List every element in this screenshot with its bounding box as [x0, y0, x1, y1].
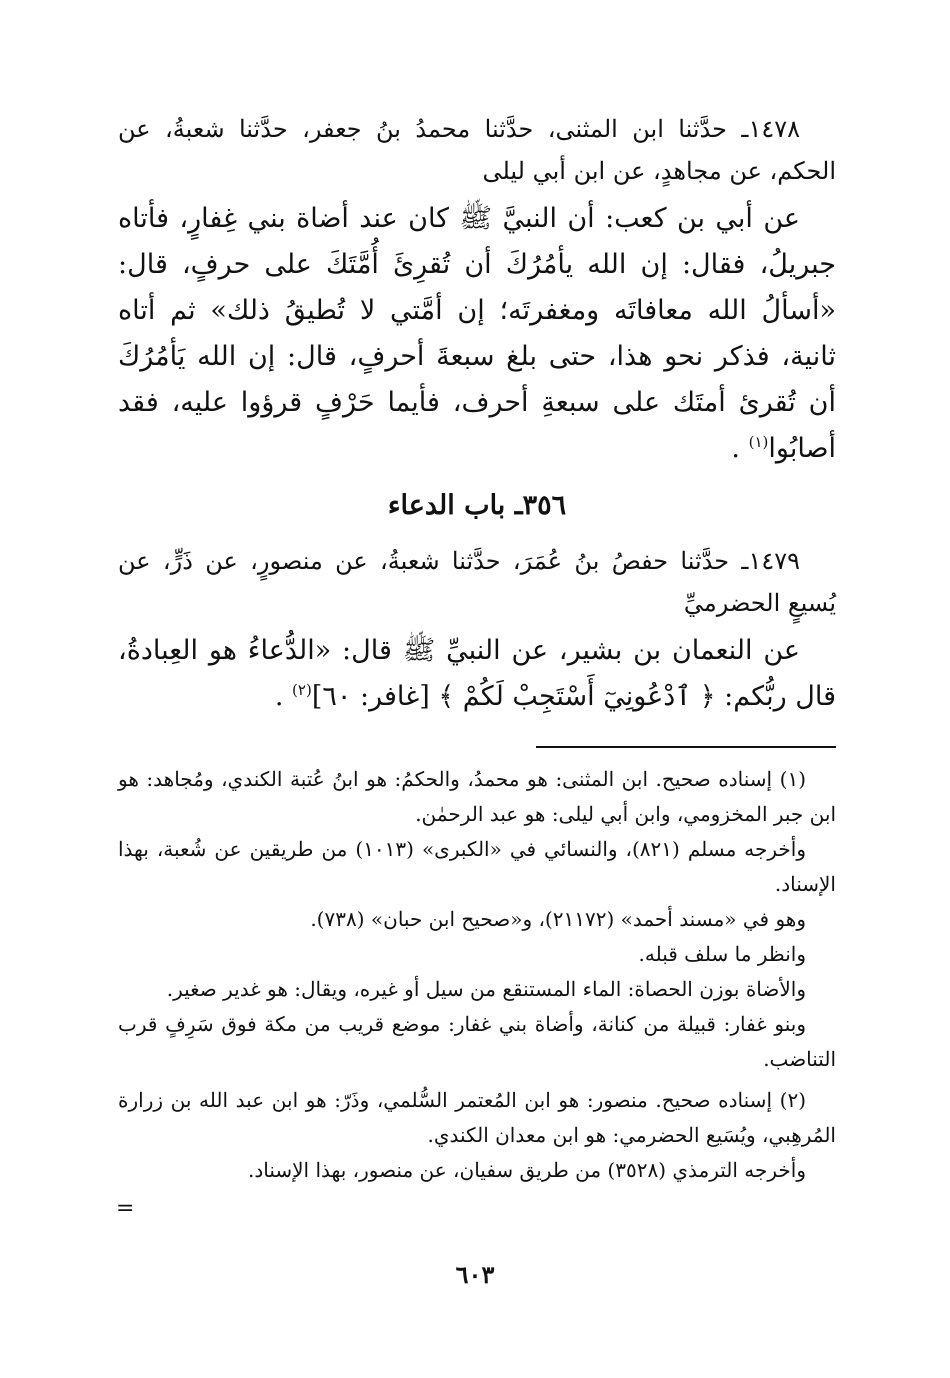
chapter-heading: ٣٥٦ـ باب الدعاء	[387, 490, 567, 521]
footnote-paragraph: وهو في «مسند أحمد» (٢١١٧٢)، و«صحيح ابن حبان» (٧٣٨).	[310, 907, 806, 931]
footnote-paragraph: وانظر ما سلف قبله.	[638, 942, 806, 966]
page-body	[118, 108, 836, 1188]
footnote-paragraph: وأخرجه مسلم (٨٢١)، والنسائي في «الكبرى» (١٠١٣) من طريقين عن شُعبة، بهذا الإسناد.	[118, 837, 836, 896]
footnote-ref-1: (١)	[748, 433, 769, 451]
footnote-separator	[536, 746, 836, 748]
page-number: ٦٠٣	[455, 1260, 495, 1289]
footnote-paragraph: وأخرجه الترمذي (٣٥٢٨) من طريق سفيان، عن منصور، بهذا الإسناد.	[247, 1158, 806, 1182]
hadith-1479-matn-text: عن النعمان بن بشير، عن النبيِّ ﷺ قال: «الدُّعاءُ هو العِبادةُ، قال ربُّكم: ﴿ ٱدْعُونِيٓ أَسْتَجِبْ لَكُمْ ﴾ [غافر: ٦٠]	[118, 635, 836, 712]
footnote-paragraph: والأضاة بوزن الحصاة: الماء المستنقع من سيل أو غيره، ويقال: هو غدير صغير.	[166, 977, 806, 1001]
main-text	[118, 108, 836, 720]
footnote-ref-2: (٢)	[292, 681, 312, 699]
footnote-paragraph: (١) إسناده صحيح. ابن المثنى: هو محمدُ، والحكمُ: هو ابنُ عُتبة الكندي، ومُجاهد: هو ابن جبر المخزومي، وابن أبي ليلى: هو عبد الرحمٰن.	[118, 767, 836, 826]
hadith-1478-matn	[118, 196, 836, 472]
hadith-1479-matn	[118, 628, 836, 720]
footnote-paragraph: (٢) إسناده صحيح. منصور: هو ابن المُعتمر السُّلمي، وذَرّ: هو ابن عبد الله بن زرارة المُرهِبي، ويُسَيع الحضرمي: هو ابن معدان الكندي.	[118, 1088, 836, 1147]
hadith-1479-isnad: ١٤٧٩ـ حدَّثنا حفصُ بنُ عُمَرَ، حدَّثنا شعبةُ، عن منصورٍ، عن ذَرٍّ، عن يُسيعٍ الحضرميِّ	[118, 547, 836, 617]
hadith-1478-end: .	[731, 433, 749, 464]
continuation-mark: =	[116, 1196, 135, 1221]
footnotes	[118, 762, 836, 1188]
hadith-1478-isnad: ١٤٧٨ـ حدَّثنا ابن المثنى، حدَّثنا محمدُ بنُ جعفر، حدَّثنا شعبةُ، عن الحكم، عن مجاهدٍ، عن ابن أبي ليلى	[118, 115, 836, 185]
hadith-1479-end: .	[274, 681, 293, 712]
hadith-1478-matn-text: عن أبي بن كعب: أن النبيَّ ﷺ كان عند أضاة بني غِفارٍ، فأتاه جبريلُ، فقال: إن الله يأمُرُكَ أن تُقرِئَ أُمَّتَكَ على حرفٍ، قال: «أسألُ الله معافاتَه ومغفرتَه؛ إن أمَّتي لا تُطيقُ ذلك» ثم أتاه ثانية، فذكر نحو هذا، حتى بلغ سبعةَ أحرفٍ، قال: إن الله يَأمُرُكَ أن تُقرئ أمتَك على سبعةِ أحرف، فأيما حَرْفٍ قرؤوا عليه، فقد أصابُوا	[118, 203, 836, 464]
footnote-paragraph: وبنو غفار: قبيلة من كنانة، وأضاة بني غفار: موضع قريب من مكة فوق سَرِفٍ قرب التناضب.	[118, 1012, 836, 1071]
